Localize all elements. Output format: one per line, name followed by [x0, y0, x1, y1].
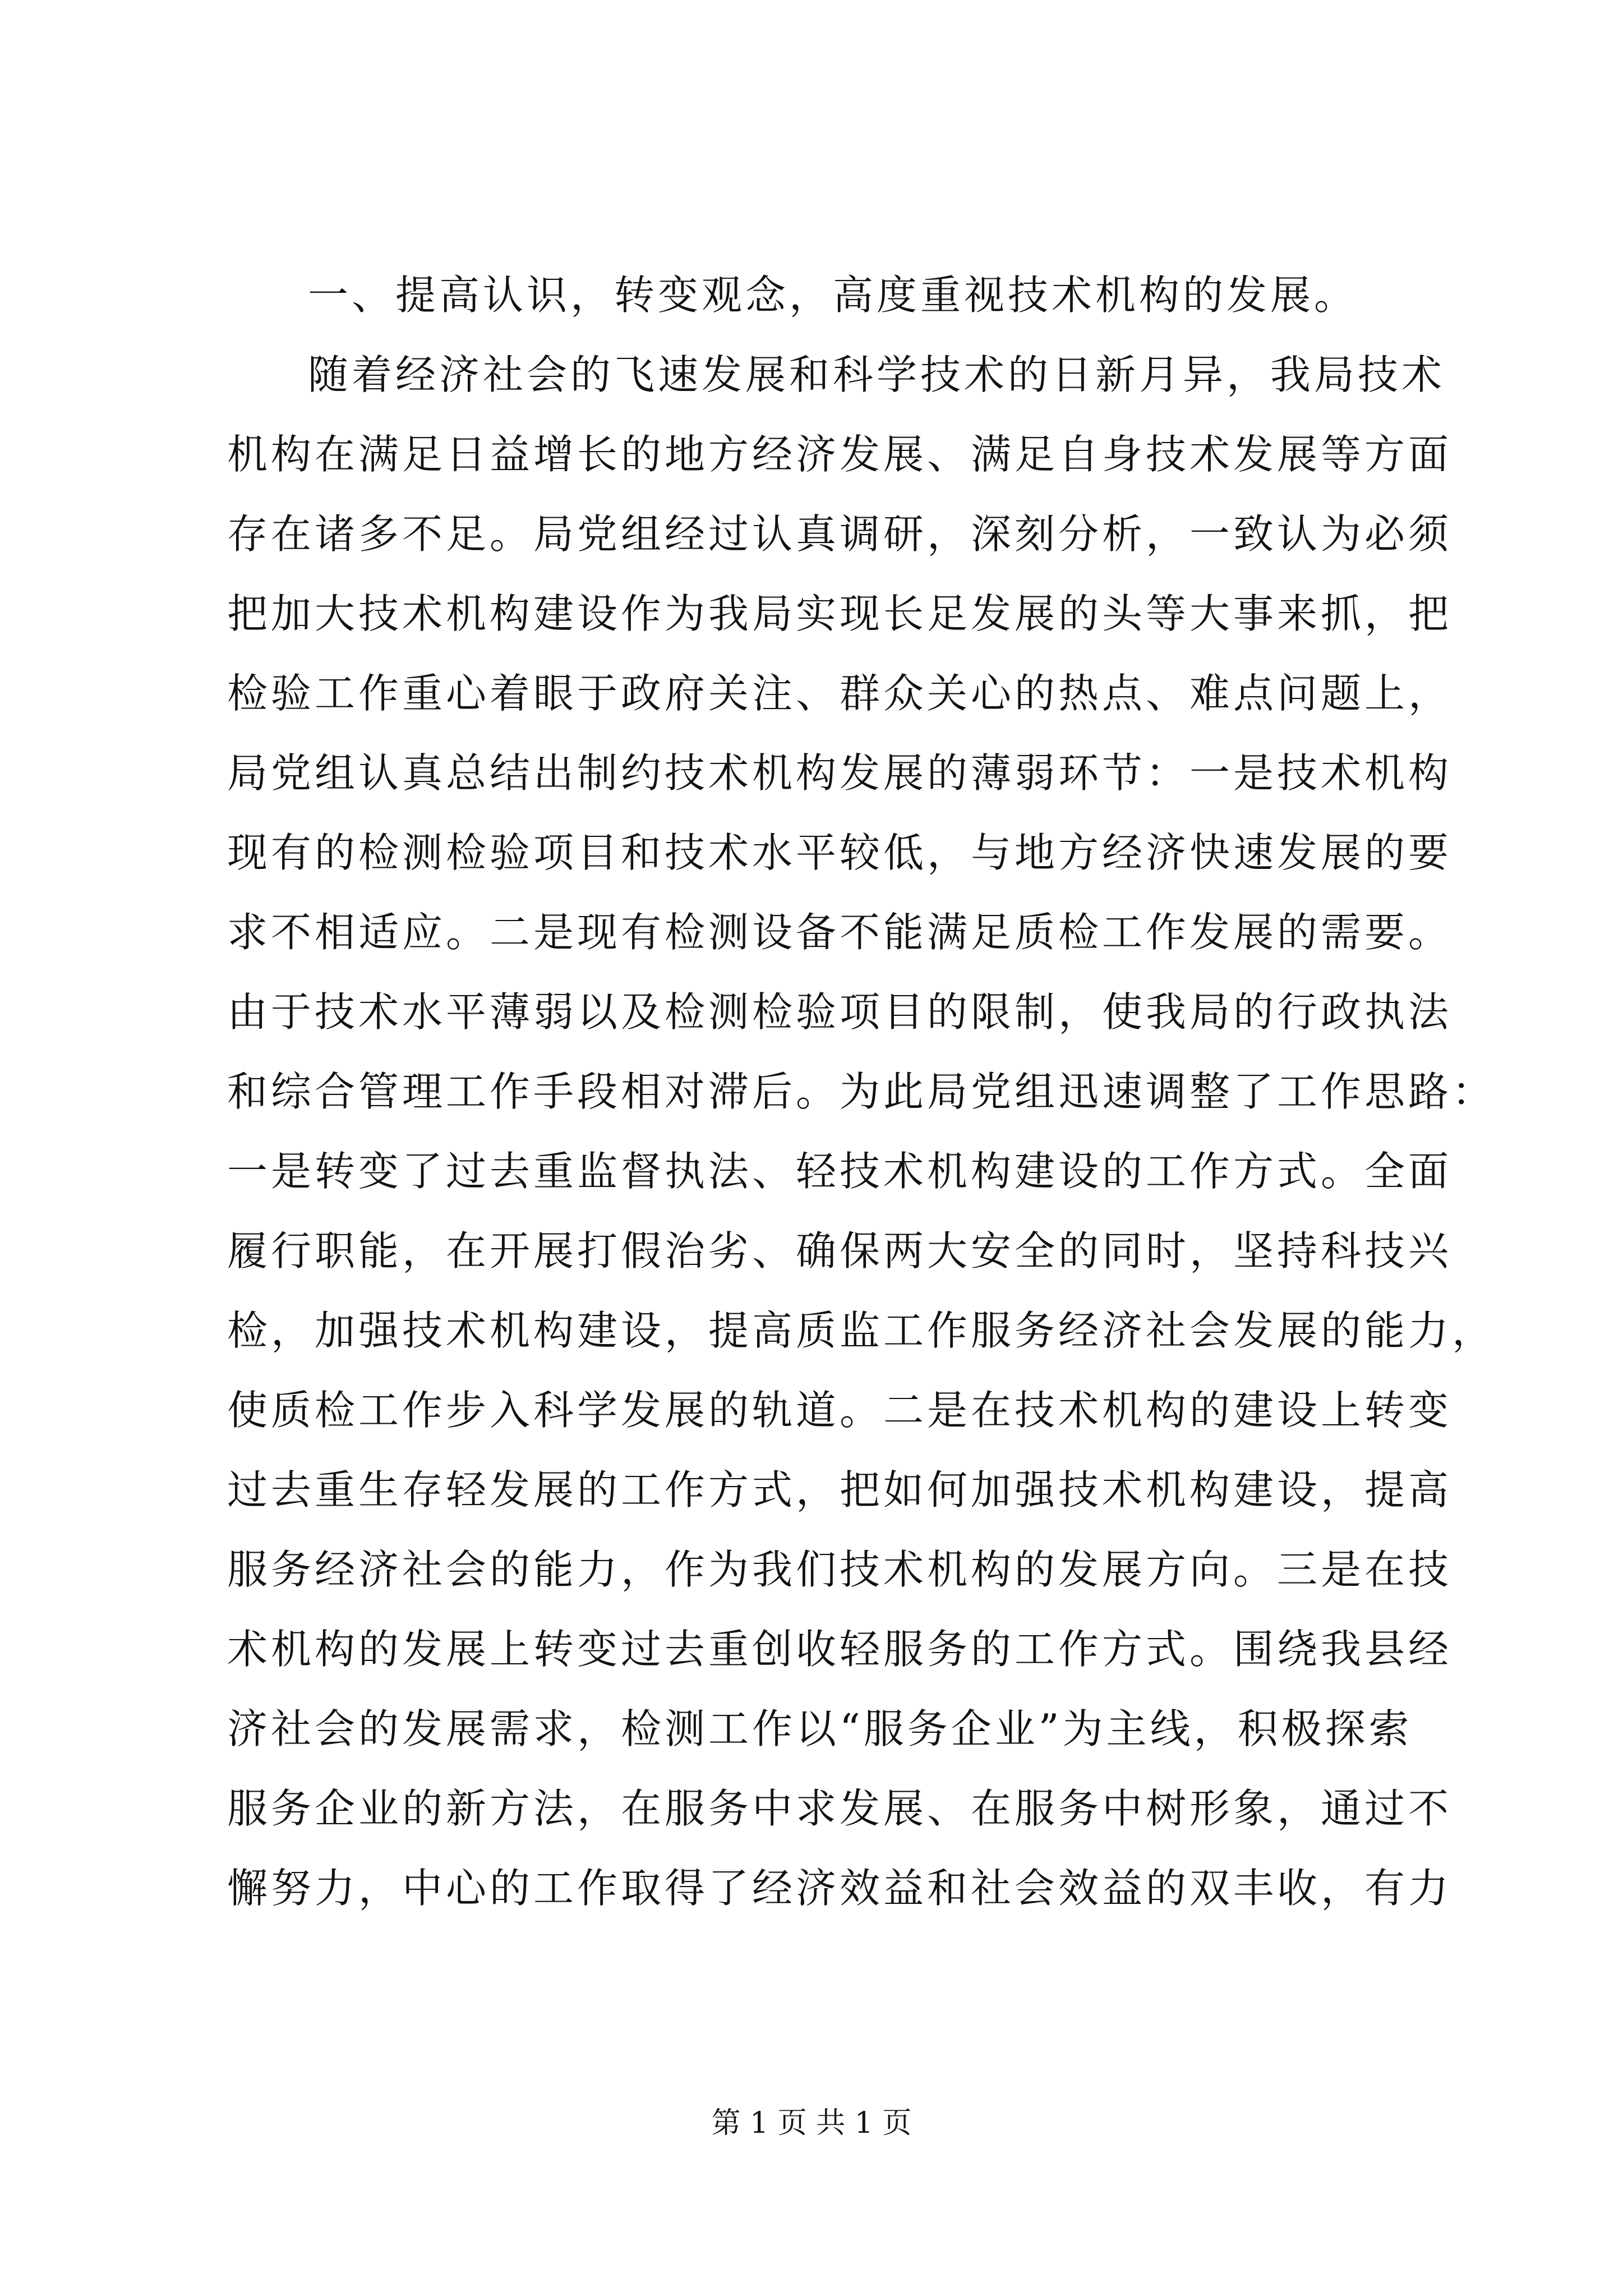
paragraph-line: 一是转变了过去重监督执法、轻技术机构建设的工作方式。全面 — [227, 1148, 1453, 1195]
paragraph-line: 服务企业的新方法，在服务中求发展、在服务中树形象，通过不 — [227, 1785, 1453, 1832]
paragraph-line: 济社会的发展需求，检测工作以“服务企业”为主线，积极探索 — [227, 1705, 1413, 1752]
paragraph-line: 术机构的发展上转变过去重创收轻服务的工作方式。围绕我县经 — [227, 1626, 1453, 1673]
paragraph-line: 机构在满足日益增长的地方经济发展、满足自身技术发展等方面 — [227, 431, 1453, 478]
paragraph-line: 检，加强技术机构建设，提高质监工作服务经济社会发展的能力， — [227, 1307, 1496, 1354]
page-number-footer: 第 1 页 共 1 页 — [711, 2106, 912, 2140]
paragraph-line: 履行职能，在开展打假治劣、确保两大安全的同时，坚持科技兴 — [227, 1227, 1453, 1274]
paragraph-line: 服务经济社会的能力，作为我们技术机构的发展方向。三是在技 — [227, 1546, 1453, 1593]
paragraph-line: 局党组认真总结出制约技术机构发展的薄弱环节：一是技术机构 — [227, 749, 1453, 797]
paragraph-line: 存在诸多不足。局党组经过认真调研，深刻分析，一致认为必须 — [227, 510, 1453, 558]
section-heading: 一、提高认识，转变观念，高度重视技术机构的发展。 — [308, 272, 1358, 319]
paragraph-line: 使质检工作步入科学发展的轨道。二是在技术机构的建设上转变 — [227, 1387, 1453, 1434]
paragraph-line: 由于技术水平薄弱以及检测检验项目的限制，使我局的行政执法 — [227, 988, 1453, 1036]
document-body — [227, 255, 1496, 1928]
paragraph-line: 随着经济社会的飞速发展和科学技术的日新月异，我局技术 — [308, 351, 1446, 398]
paragraph-line: 把加大技术机构建设作为我局实现长足发展的头等大事来抓，把 — [227, 590, 1453, 637]
paragraph-line: 过去重生存轻发展的工作方式，把如何加强技术机构建设，提高 — [227, 1466, 1453, 1513]
paragraph-line: 求不相适应。二是现有检测设备不能满足质检工作发展的需要。 — [227, 909, 1453, 956]
paragraph-line: 和综合管理工作手段相对滞后。为此局党组迅速调整了工作思路： — [227, 1068, 1496, 1115]
paragraph — [227, 335, 1496, 1928]
paragraph-line: 现有的检测检验项目和技术水平较低，与地方经济快速发展的要 — [227, 829, 1453, 876]
paragraph-line: 懈努力，中心的工作取得了经济效益和社会效益的双丰收，有力 — [227, 1865, 1453, 1912]
paragraph-line: 检验工作重心着眼于政府关注、群众关心的热点、难点问题上， — [227, 670, 1453, 717]
